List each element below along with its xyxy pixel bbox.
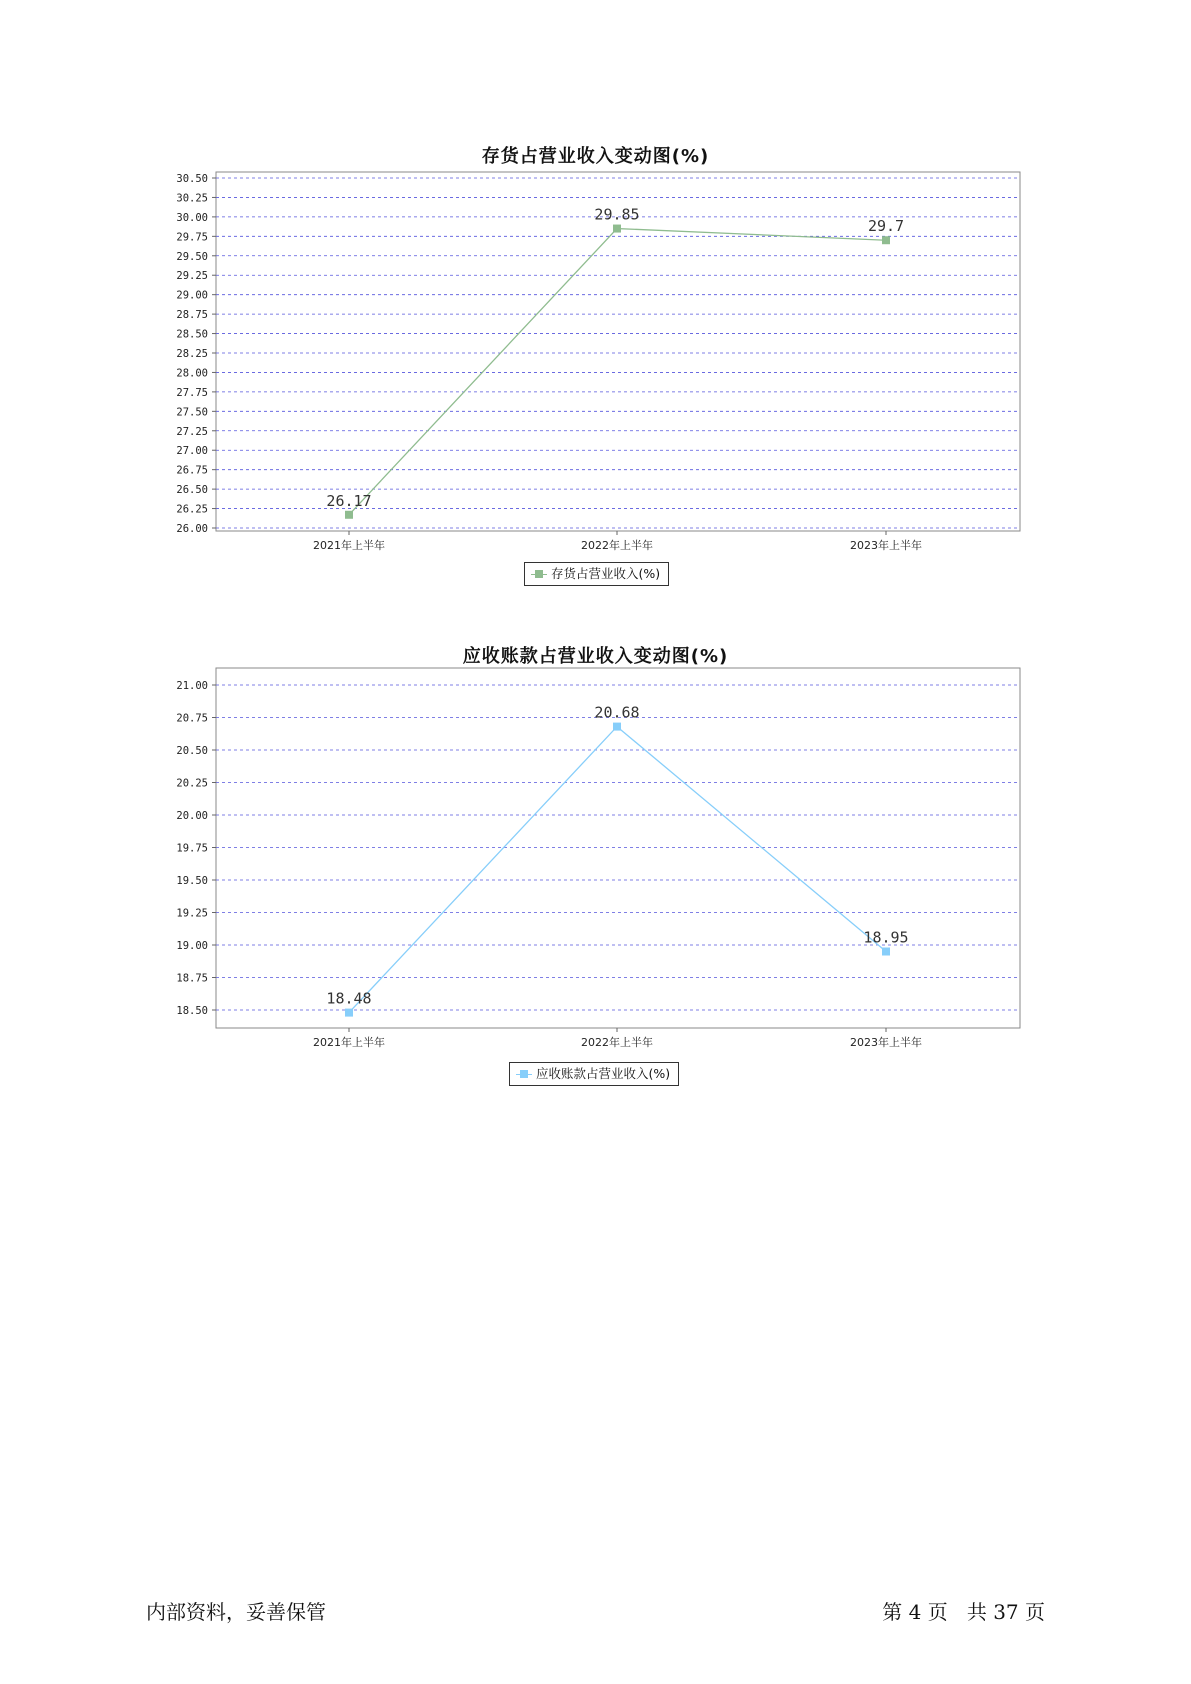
y-tick-label: 28.25 — [176, 348, 208, 360]
y-tick-label: 26.75 — [176, 464, 208, 477]
x-tick-label: 2022年上半年 — [581, 1036, 653, 1049]
data-point — [345, 1009, 353, 1017]
y-tick-label: 19.50 — [176, 875, 208, 887]
y-tick-label: 20.00 — [176, 810, 208, 822]
footer-page-info — [882, 1596, 1045, 1625]
y-tick-label: 18.75 — [176, 972, 208, 985]
y-tick-label: 19.25 — [176, 907, 208, 920]
y-tick-label: 30.25 — [176, 192, 208, 205]
x-tick-label: 2021年上半年 — [313, 1036, 385, 1049]
chart-legend — [509, 1062, 679, 1086]
legend-label: 存货占营业收入(%) — [551, 566, 661, 581]
y-tick-label: 20.50 — [176, 745, 208, 757]
y-tick-label: 26.25 — [176, 503, 208, 516]
y-tick-label: 29.25 — [176, 270, 208, 283]
x-tick-label: 2023年上半年 — [850, 539, 922, 552]
y-tick-label: 28.50 — [176, 328, 208, 341]
y-tick-label: 30.00 — [176, 211, 208, 224]
data-label: 18.48 — [326, 989, 372, 1008]
data-point — [613, 723, 621, 731]
data-label: 29.85 — [594, 205, 640, 224]
data-point — [882, 948, 890, 956]
y-tick-label: 28.75 — [176, 309, 208, 322]
y-tick-label: 29.50 — [176, 250, 208, 263]
data-label: 18.95 — [863, 928, 909, 947]
x-tick-label: 2023年上半年 — [850, 1036, 922, 1049]
plot-area — [216, 668, 1020, 1028]
legend-label: 应收账款占营业收入(%) — [536, 1066, 671, 1081]
legend-marker-icon — [516, 1069, 532, 1079]
y-tick-label: 18.50 — [176, 1005, 208, 1017]
y-tick-label: 30.50 — [176, 173, 208, 185]
data-label: 29.7 — [867, 217, 905, 236]
y-tick-label: 28.00 — [176, 367, 208, 380]
y-tick-label: 26.00 — [176, 523, 208, 535]
y-tick-label: 19.00 — [176, 940, 208, 952]
footer-confidential-note: 内部资料，妥善保管 — [146, 1600, 326, 1624]
chart-title: 应收账款占营业收入变动图(%) — [462, 646, 729, 667]
y-tick-label: 29.75 — [176, 231, 208, 244]
data-label: 20.68 — [594, 703, 640, 722]
y-tick-label: 20.75 — [176, 712, 208, 725]
y-tick-label: 27.00 — [176, 445, 208, 458]
y-tick-label: 26.50 — [176, 484, 208, 497]
y-tick-label: 29.00 — [176, 289, 208, 302]
total-prefix: 共 — [966, 1600, 987, 1624]
page-total: 37 — [993, 1600, 1019, 1624]
chart-title: 存货占营业收入变动图(%) — [481, 146, 710, 167]
data-label: 26.17 — [326, 491, 372, 510]
y-tick-label: 19.75 — [176, 842, 208, 855]
page-prefix: 第 — [882, 1600, 903, 1624]
x-tick-label: 2022年上半年 — [581, 539, 653, 552]
y-tick-label: 27.75 — [176, 386, 208, 399]
y-tick-label: 20.25 — [176, 777, 208, 790]
page-mid: 页 — [927, 1600, 948, 1624]
x-tick-label: 2021年上半年 — [313, 539, 385, 552]
y-tick-label: 21.00 — [176, 680, 208, 692]
y-tick-label: 27.25 — [176, 425, 208, 438]
page-current: 4 — [908, 1600, 922, 1624]
total-suffix: 页 — [1025, 1600, 1045, 1624]
y-tick-label: 27.50 — [176, 406, 208, 419]
